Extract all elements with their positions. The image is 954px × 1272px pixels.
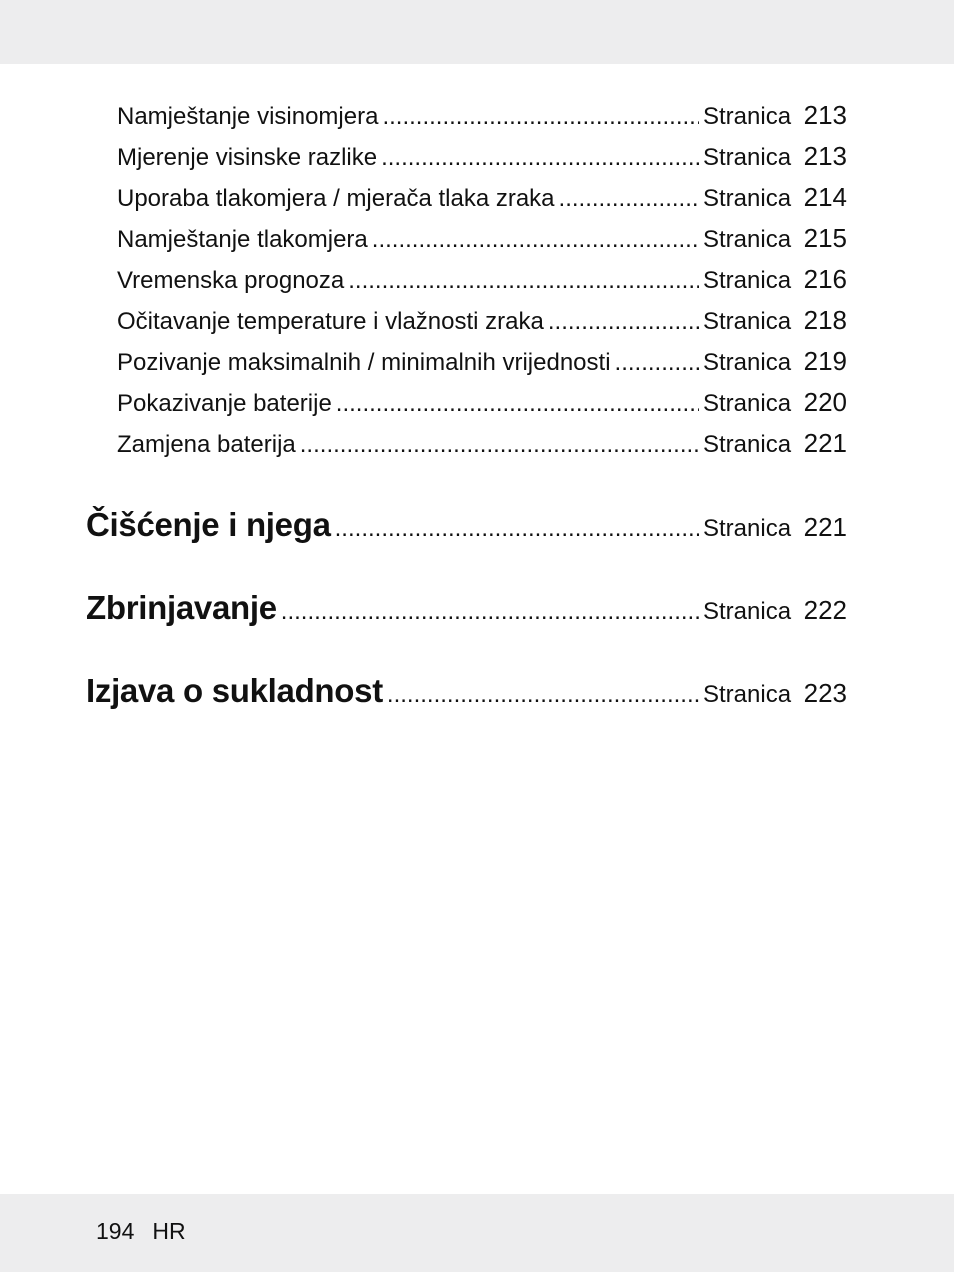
toc-entry-title: Namještanje tlakomjera bbox=[117, 226, 368, 253]
toc-entry[interactable] bbox=[117, 346, 847, 382]
toc-page-word: Stranica bbox=[703, 515, 792, 542]
toc-entry-title: Zamjena baterija bbox=[117, 431, 296, 458]
footer-language: HR bbox=[152, 1218, 186, 1244]
toc-entry-title: Vremenska prognoza bbox=[117, 267, 345, 294]
toc-page-number: 221 bbox=[803, 512, 847, 542]
toc-page-word: Stranica bbox=[703, 681, 792, 708]
toc-entry[interactable] bbox=[117, 182, 847, 218]
dot-leader bbox=[382, 103, 699, 131]
page-footer bbox=[96, 1218, 186, 1245]
dot-leader bbox=[387, 681, 699, 709]
dot-leader bbox=[615, 349, 699, 377]
toc-page-number: 215 bbox=[803, 223, 847, 253]
toc-entry[interactable] bbox=[117, 100, 847, 136]
toc-entry-title: Očitavanje temperature i vlažnosti zraka bbox=[117, 308, 544, 335]
toc-page-word: Stranica bbox=[703, 267, 792, 294]
toc-page-number: 213 bbox=[803, 141, 847, 171]
toc-section[interactable] bbox=[86, 672, 847, 708]
top-band bbox=[0, 0, 954, 64]
dot-leader bbox=[559, 185, 699, 213]
toc-page-number: 221 bbox=[803, 428, 847, 458]
toc-entry-title: Pokazivanje baterije bbox=[117, 390, 332, 417]
toc-entry[interactable] bbox=[117, 387, 847, 423]
toc-page-word: Stranica bbox=[703, 390, 792, 417]
toc-page-word: Stranica bbox=[703, 349, 792, 376]
toc-entry[interactable] bbox=[117, 305, 847, 341]
dot-leader bbox=[348, 267, 699, 295]
toc-page-number: 223 bbox=[803, 678, 847, 708]
toc-entry[interactable] bbox=[117, 428, 847, 464]
toc-entry[interactable] bbox=[117, 223, 847, 259]
toc-section[interactable] bbox=[86, 589, 847, 625]
toc-page-word: Stranica bbox=[703, 308, 792, 335]
dot-leader bbox=[372, 226, 699, 254]
toc-entry[interactable] bbox=[117, 141, 847, 177]
toc-entry-title: Mjerenje visinske razlike bbox=[117, 144, 378, 171]
toc-entry-title: Pozivanje maksimalnih / minimalnih vrijednosti bbox=[117, 349, 611, 376]
dot-leader bbox=[381, 144, 699, 172]
dot-leader bbox=[300, 431, 699, 459]
dot-leader bbox=[335, 515, 699, 543]
footer-page-number: 194 bbox=[96, 1218, 135, 1244]
toc-page-word: Stranica bbox=[703, 185, 792, 212]
dot-leader bbox=[548, 308, 699, 336]
toc-entry-title: Uporaba tlakomjera / mjerača tlaka zraka bbox=[117, 185, 555, 212]
toc-entry-title: Namještanje visinomjera bbox=[117, 103, 379, 130]
toc-page-word: Stranica bbox=[703, 226, 792, 253]
toc-page-number: 213 bbox=[803, 100, 847, 130]
toc-page-number: 214 bbox=[803, 182, 847, 212]
toc-page-number: 216 bbox=[803, 264, 847, 294]
toc-page-number: 219 bbox=[803, 346, 847, 376]
toc-page-number: 218 bbox=[803, 305, 847, 335]
toc-section-title: Čišćenje i njega bbox=[86, 506, 331, 543]
toc-page-word: Stranica bbox=[703, 144, 792, 171]
dot-leader bbox=[281, 598, 699, 626]
toc-page-word: Stranica bbox=[703, 103, 792, 130]
toc-section-title: Izjava o sukladnost bbox=[86, 672, 383, 709]
toc-page-word: Stranica bbox=[703, 431, 792, 458]
toc-page-number: 220 bbox=[803, 387, 847, 417]
dot-leader bbox=[336, 390, 699, 418]
toc-entry[interactable] bbox=[117, 264, 847, 300]
toc-page-number: 222 bbox=[803, 595, 847, 625]
toc-section-title: Zbrinjavanje bbox=[86, 589, 277, 626]
toc-section[interactable] bbox=[86, 506, 847, 542]
toc-page-word: Stranica bbox=[703, 598, 792, 625]
